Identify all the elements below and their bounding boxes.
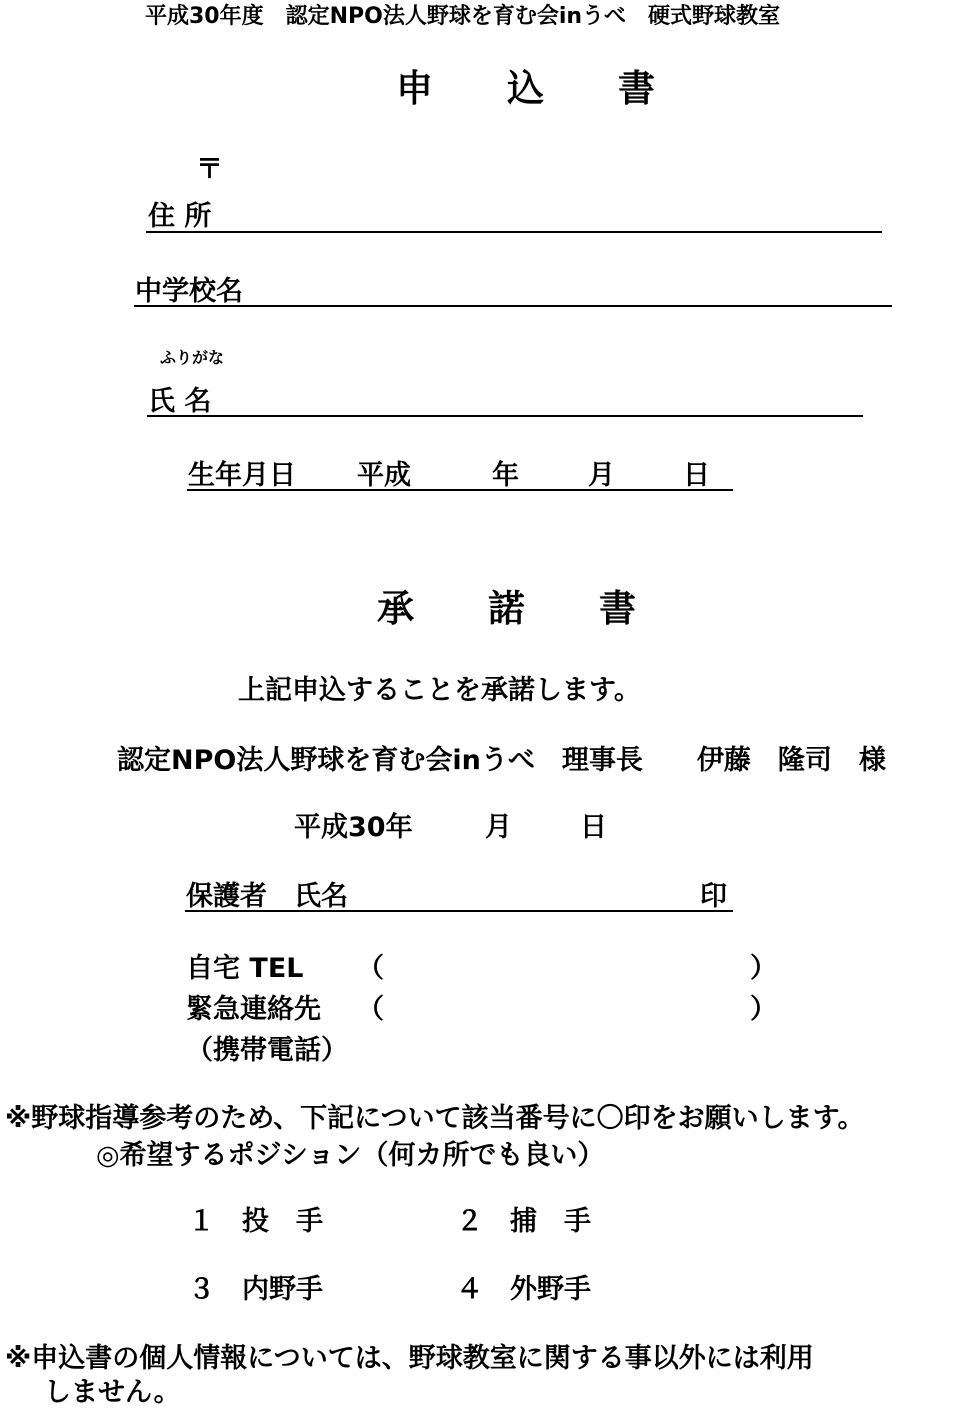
address-field[interactable] <box>146 231 882 233</box>
positions-heading: ◎希望するポジション（何カ所でも良い） <box>96 1140 605 1171</box>
position-option-outfielder[interactable]: ４ 外野手 <box>456 1274 591 1305</box>
privacy-note-line1: ※申込書の個人情報については、野球教室に関する事以外には利用 <box>5 1343 814 1374</box>
emergency-close-paren: ） <box>750 994 777 1025</box>
consent-statement: 上記申込することを承諾します。 <box>238 675 641 706</box>
birth-day-unit: 日 <box>683 460 710 491</box>
emergency-open-paren: （ <box>357 994 384 1025</box>
application-title: 申 込 書 <box>396 67 655 110</box>
postal-mark: 〒 <box>196 154 223 185</box>
consent-title: 承 諾 書 <box>377 587 636 630</box>
birth-year-unit: 年 <box>492 460 519 491</box>
home-tel-close-paren: ） <box>750 953 777 984</box>
birthdate-field[interactable] <box>187 489 733 491</box>
positions-notice: ※野球指導参考のため、下記について該当番号に〇印をお願いします。 <box>5 1103 865 1134</box>
consent-date-day-unit: 日 <box>580 812 607 843</box>
name-label: 氏 名 <box>148 386 212 417</box>
position-option-pitcher[interactable]: １ 投 手 <box>188 1206 323 1237</box>
seal-mark: 印 <box>700 881 727 912</box>
furigana-label: ふりがな <box>160 348 225 367</box>
consent-addressee: 認定NPO法人野球を育む会inうべ 理事長 伊藤 隆司 様 <box>117 745 886 776</box>
guardian-name-field[interactable] <box>185 910 733 912</box>
school-label: 中学校名 <box>135 276 243 307</box>
name-field[interactable] <box>147 415 863 417</box>
privacy-note-line2: しません。 <box>44 1377 181 1408</box>
address-label: 住 所 <box>148 201 212 232</box>
school-field[interactable] <box>134 305 892 307</box>
home-tel-open-paren: （ <box>357 953 384 984</box>
header-text: 平成30年度 認定NPO法人野球を育む会inうべ 硬式野球教室 <box>145 4 781 29</box>
home-tel-label: 自宅 TEL <box>186 953 304 984</box>
birth-label: 生年月日 <box>188 460 296 491</box>
position-option-infielder[interactable]: ３ 内野手 <box>188 1274 323 1305</box>
consent-date-era-year: 平成30年 <box>294 812 413 843</box>
guardian-label: 保護者 氏名 <box>186 881 348 912</box>
mobile-note: （携帯電話） <box>186 1035 348 1066</box>
position-option-catcher[interactable]: ２ 捕 手 <box>456 1206 591 1237</box>
emergency-label: 緊急連絡先 <box>186 994 321 1025</box>
birth-era: 平成 <box>357 460 411 491</box>
birth-month-unit: 月 <box>588 460 615 491</box>
consent-date-month-unit: 月 <box>485 812 512 843</box>
